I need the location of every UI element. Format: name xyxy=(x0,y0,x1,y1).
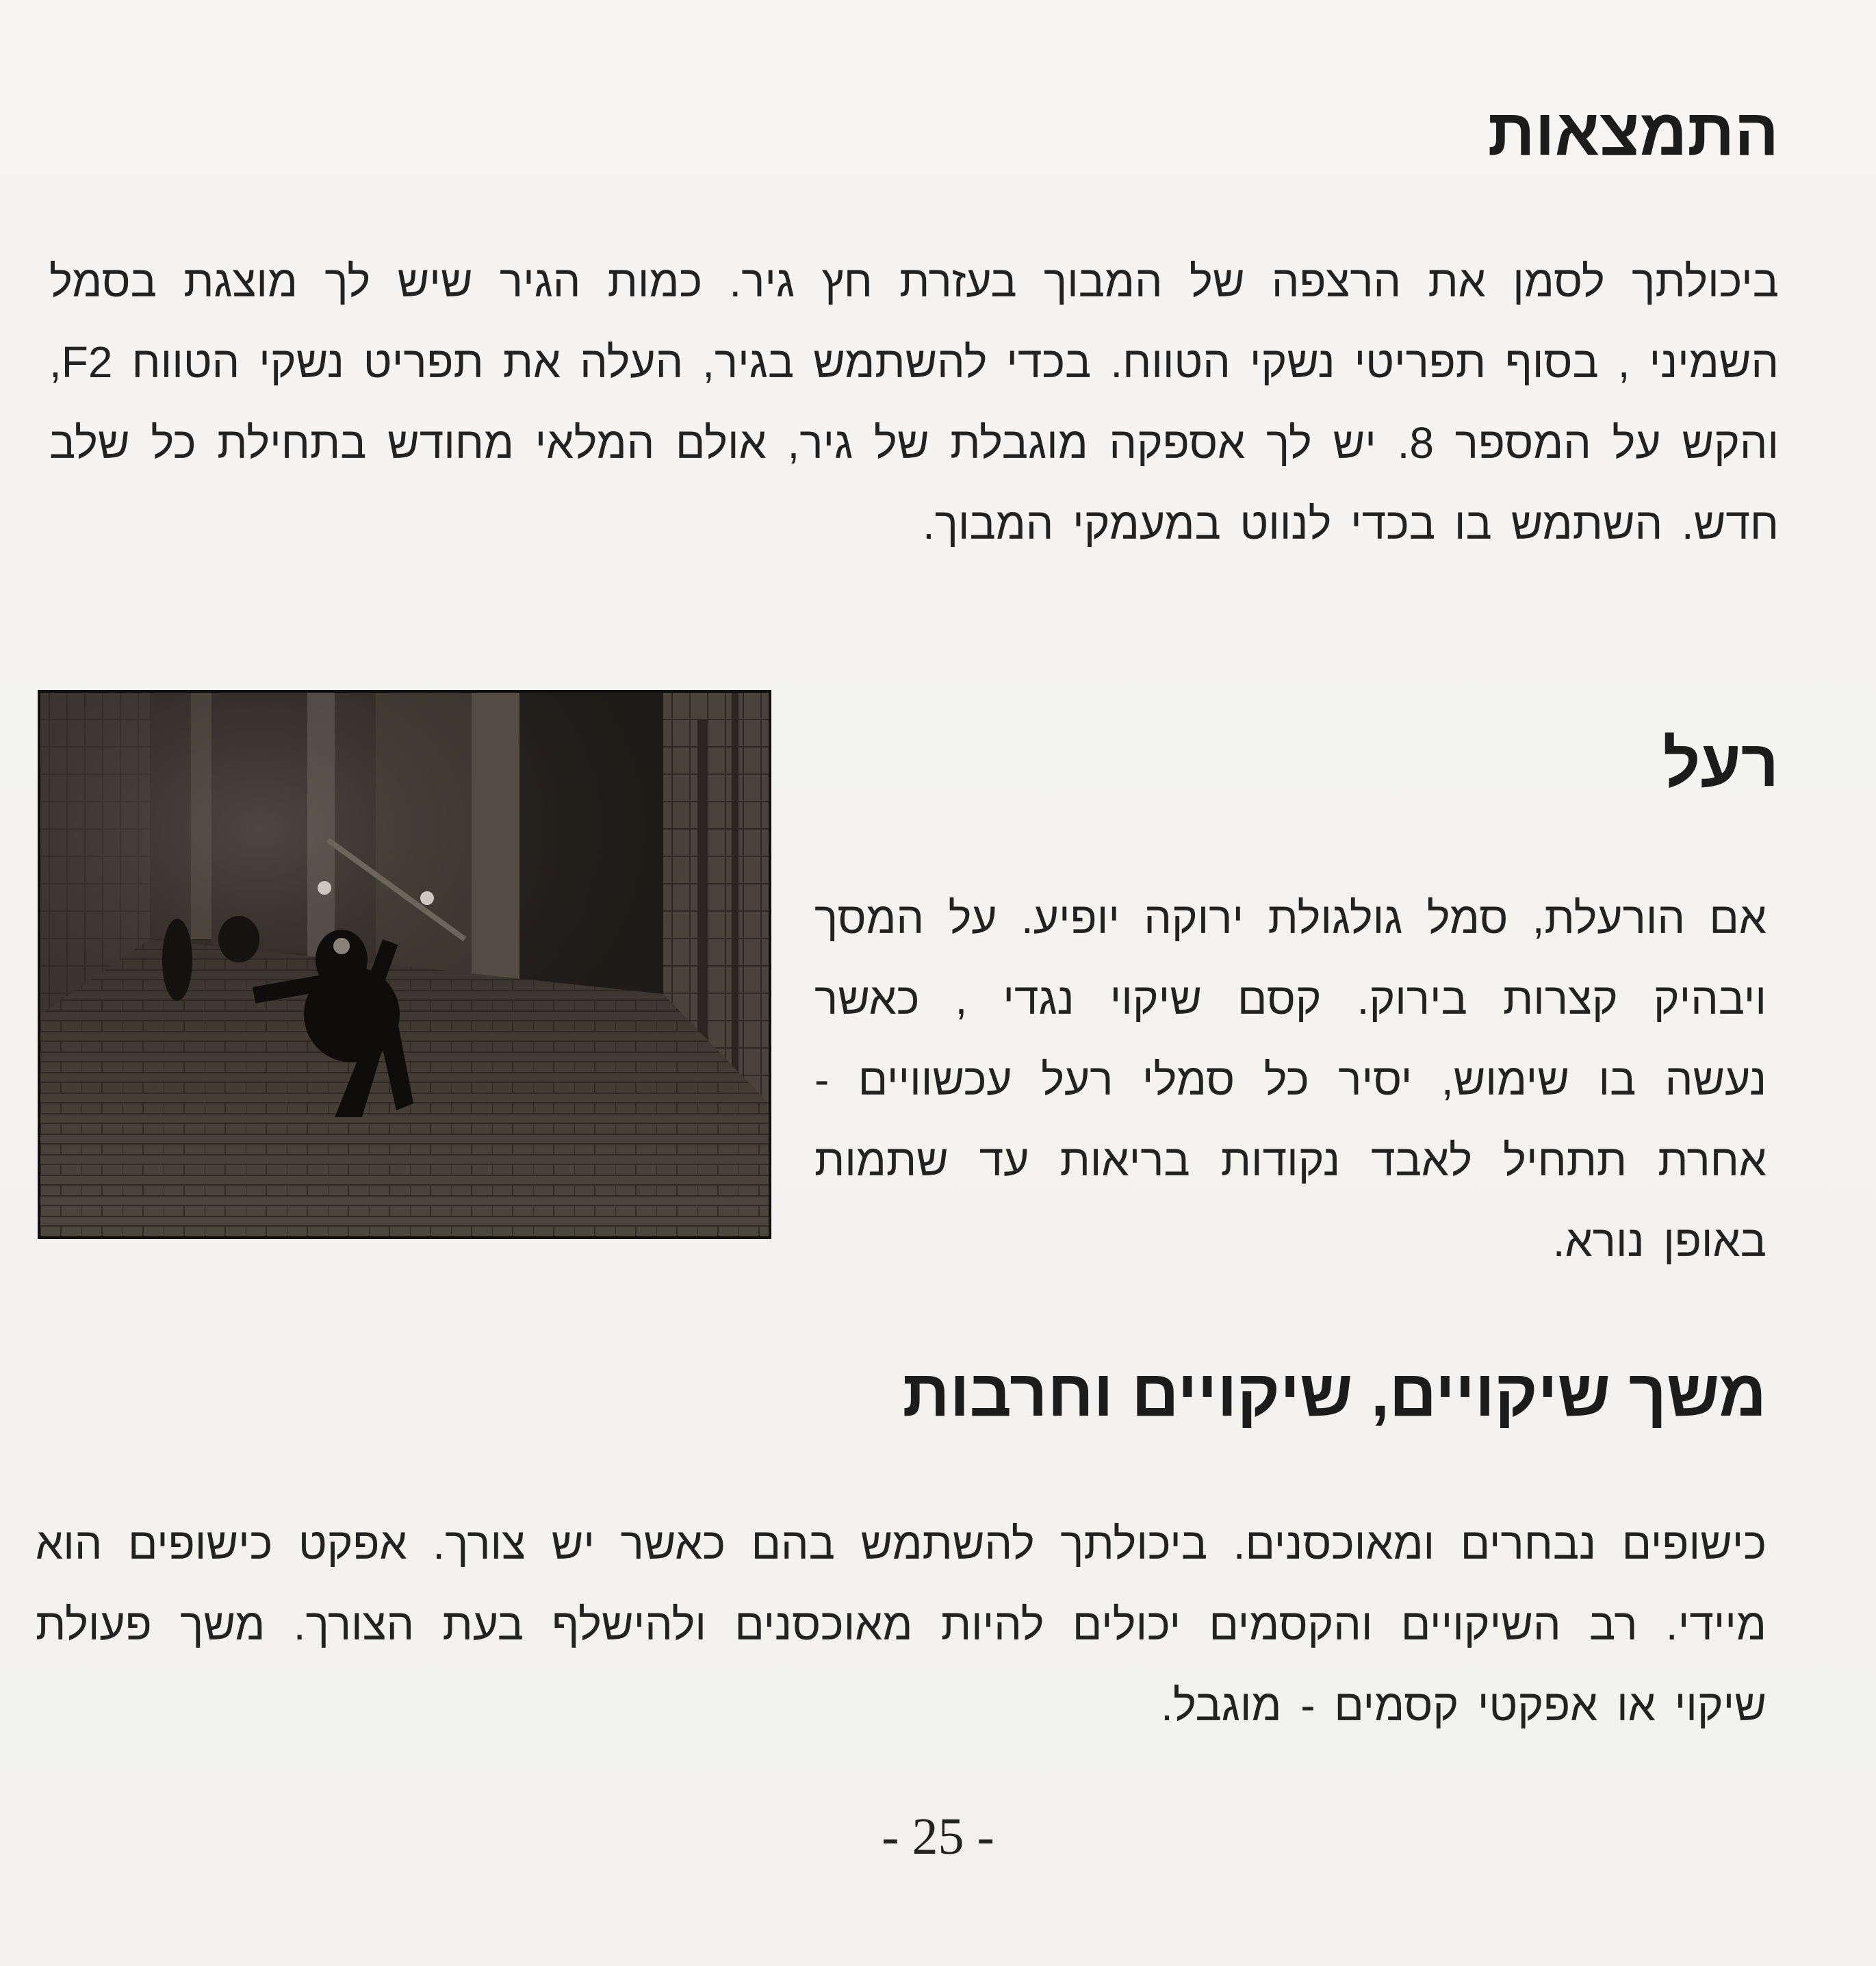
page-number: - 25 - xyxy=(882,1808,994,1865)
paragraph-potion-duration: כישופים נבחרים ומאוכסנים. ביכולתך להשתמש בהם כאשר יש צורך. אפקט כישופים הוא מיידי. רב השיקויים והקסמים יכולים להיות מאוכסנים ולהישלף בעת הצורך. משך פעולת שיקוי או אפקטי קסמים - מוגבל. xyxy=(36,1519,1766,1730)
paragraph-poison: אם הורעלת, סמל גולגולת ירוקה יופיע. על המסך ויבהיק קצרות בירוק. קסם שיקוי נגדי , כאשר נעשה בו שימוש, יסיר כל סמלי רעל עכשוויים - אחרת תתחיל לאבד נקודות בריאות עד שתמות באופן נורא. xyxy=(814,893,1766,1266)
paragraph-orientation: ביכולתך לסמן את הרצפה של המבוך בעזרת חץ גיר. כמות הגיר שיש לך מוצגת בסמל השמיני , בסוף תפריטי נשקי הטווח. בכדי להשתמש בגיר, העלה את תפריט נשקי הטווח F2, והקש על המספר 8. יש לך אספקה מוגבלת של גיר, אולם המלאי מחודש בתחילת כל שלב חדש. השתמש בו בכדי לנווט במעמקי המבוך. xyxy=(49,257,1779,548)
heading-orientation: התמצאות xyxy=(1487,96,1779,169)
game-screenshot xyxy=(38,690,771,1239)
heading-poison: רעל xyxy=(1662,727,1779,800)
heading-potion-duration: משך שיקויים, שיקויים וחרבות xyxy=(902,1357,1766,1430)
